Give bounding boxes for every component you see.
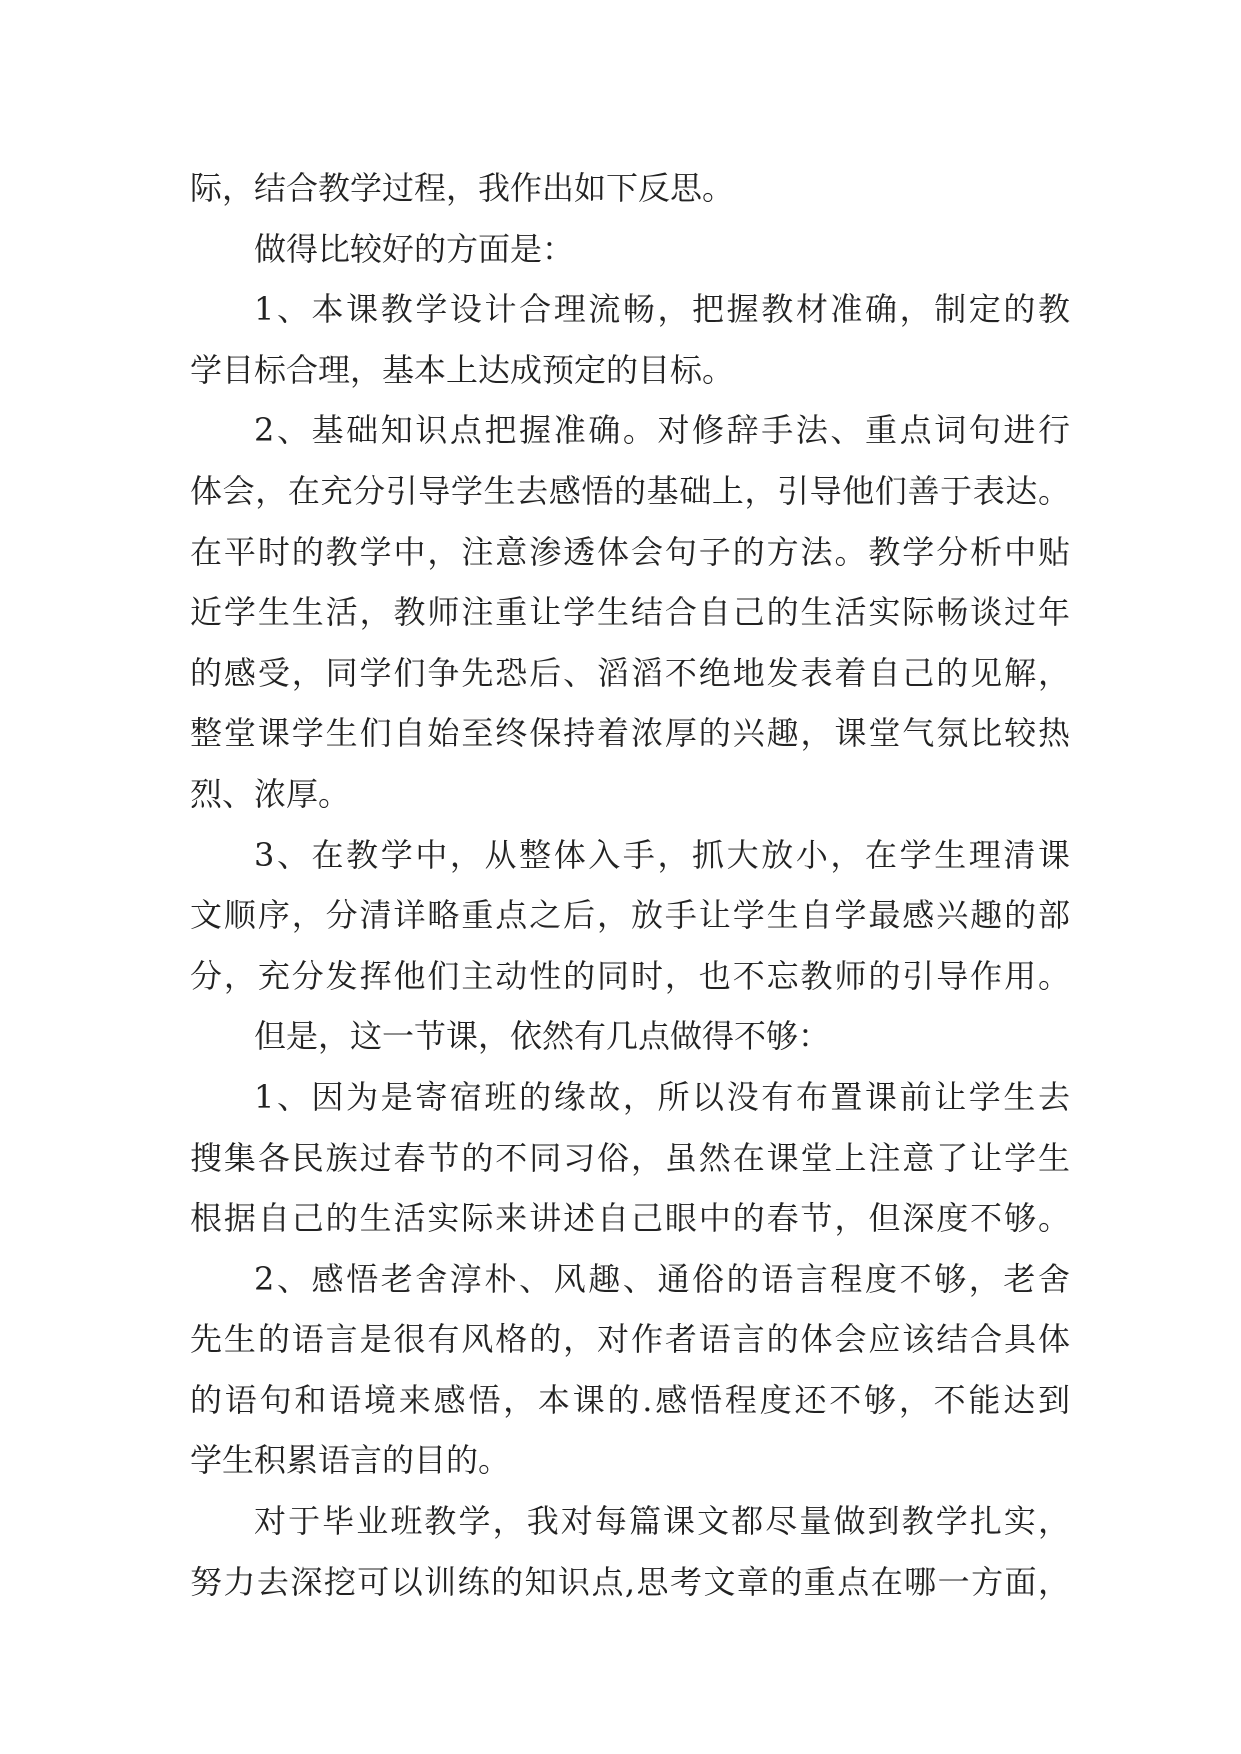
text-line: 1、本课教学设计合理流畅，把握教材准确，制定的教 (254, 290, 1070, 329)
text-line: 在平时的教学中，注意渗透体会句子的方法。教学分析中贴 (190, 532, 1070, 571)
text-line: 烈、浓厚。 (190, 774, 351, 813)
body-text (190, 158, 1070, 1612)
text-line: 分，充分发挥他们主动性的同时，也不忘教师的引导作用。 (190, 956, 1070, 995)
text-line: 文顺序，分清详略重点之后，放手让学生自学最感兴趣的部 (190, 896, 1070, 935)
text-line: 1、因为是寄宿班的缘故，所以没有布置课前让学生去 (254, 1077, 1070, 1116)
text-line: 的感受，同学们争先恐后、滔滔不绝地发表着自己的见解， (190, 653, 1070, 692)
text-line: 做得比较好的方面是： (254, 229, 575, 268)
text-line: 的语句和语境来感悟，本课的.感悟程度还不够，不能达到 (190, 1380, 1070, 1419)
text-line: 际，结合教学过程，我作出如下反思。 (190, 169, 735, 207)
text-line: 整堂课学生们自始至终保持着浓厚的兴趣，课堂气氛比较热 (190, 714, 1070, 753)
text-line: 对于毕业班教学，我对每篇课文都尽量做到教学扎实， (254, 1502, 1070, 1541)
text-line: 但是，这一节课，依然有几点做得不够： (254, 1017, 831, 1056)
text-line: 先生的语言是很有风格的，对作者语言的体会应该结合具体 (190, 1320, 1070, 1359)
text-line: 努力去深挖可以训练的知识点,思考文章的重点在哪一方面， (190, 1562, 1070, 1601)
text-line: 搜集各民族过春节的不同习俗，虽然在课堂上注意了让学生 (190, 1138, 1070, 1177)
text-line: 2、感悟老舍淳朴、风趣、通俗的语言程度不够，老舍 (254, 1259, 1070, 1298)
text-line: 根据自己的生活实际来讲述自己眼中的春节，但深度不够。 (190, 1199, 1070, 1238)
text-line: 学生积累语言的目的。 (190, 1441, 511, 1480)
text-line: 2、基础知识点把握准确。对修辞手法、重点词句进行 (254, 411, 1070, 450)
text-line: 体会，在充分引导学生去感悟的基础上，引导他们善于表达。 (190, 471, 1070, 510)
text-line: 近学生生活，教师注重让学生结合自己的生活实际畅谈过年 (190, 593, 1070, 632)
text-line: 3、在教学中，从整体入手，抓大放小，在学生理清课 (254, 835, 1070, 874)
text-line: 学目标合理，基本上达成预定的目标。 (190, 350, 735, 389)
